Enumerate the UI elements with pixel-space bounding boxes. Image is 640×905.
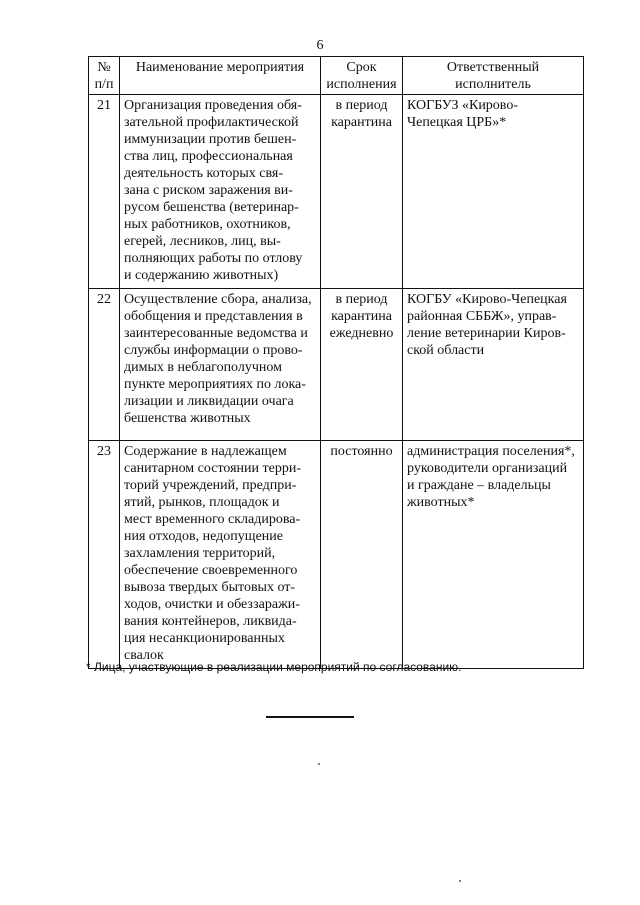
footnote: * Лица, участвующие в реализации мероприятий по согласованию. — [86, 660, 462, 674]
row-num: 22 — [89, 289, 120, 441]
row-name: Содержание в надлежащем санитарном состоянии терри- торий учреждений, предпри- ятий, рынков, площадок и мест временного складирова- ния отходов, недопущение захламления территорий, обеспечение своевременного вывоза твердых бытовых от- ходов, очистки и обеззаражи- вания контейнеров, ликвида- ция несанкционированных свалок — [120, 441, 321, 669]
row-term: в период карантина ежедневно — [321, 289, 403, 441]
row-term: постоянно — [321, 441, 403, 669]
header-term: Срок исполнения — [321, 57, 403, 95]
row-name: Осуществление сбора, анализа, обобщения и представления в заинтересованные ведомства и службы информации о прово- димых в неблагополучном пункте мероприятиях по лока- лизации и ликвидации очага бешенства животных — [120, 289, 321, 441]
row-responsible: КОГБУЗ «Кирово- Чепецкая ЦРБ»* — [403, 95, 584, 289]
header-num: № п/п — [89, 57, 120, 95]
header-responsible: Ответственный исполнитель — [403, 57, 584, 95]
row-responsible: КОГБУ «Кирово-Чепецкая районная СББЖ», управ- ление ветеринарии Киров- ской области — [403, 289, 584, 441]
header-name: Наименование мероприятия — [120, 57, 321, 95]
row-num: 21 — [89, 95, 120, 289]
events-table — [88, 56, 584, 669]
table-header-row — [89, 57, 584, 95]
table-row — [89, 95, 584, 289]
scan-speck — [459, 880, 461, 882]
scan-speck — [318, 763, 320, 765]
page-number: 6 — [316, 38, 324, 53]
table-row — [89, 441, 584, 669]
row-num: 23 — [89, 441, 120, 669]
row-responsible: администрация поселения*, руководители организаций и граждане – владельцы животных* — [403, 441, 584, 669]
end-rule-divider — [266, 716, 354, 718]
table-row — [89, 289, 584, 441]
row-term: в период карантина — [321, 95, 403, 289]
row-name: Организация проведения обя- зательной профилактической иммунизации против бешен- ства лиц, профессиональная деятельность которых свя- зана с риском заражения ви- русом бешенства (ветеринар- ных работников, охотников, егерей, лесников, лиц, вы- полняющих работы по отлову и содержанию животных) — [120, 95, 321, 289]
